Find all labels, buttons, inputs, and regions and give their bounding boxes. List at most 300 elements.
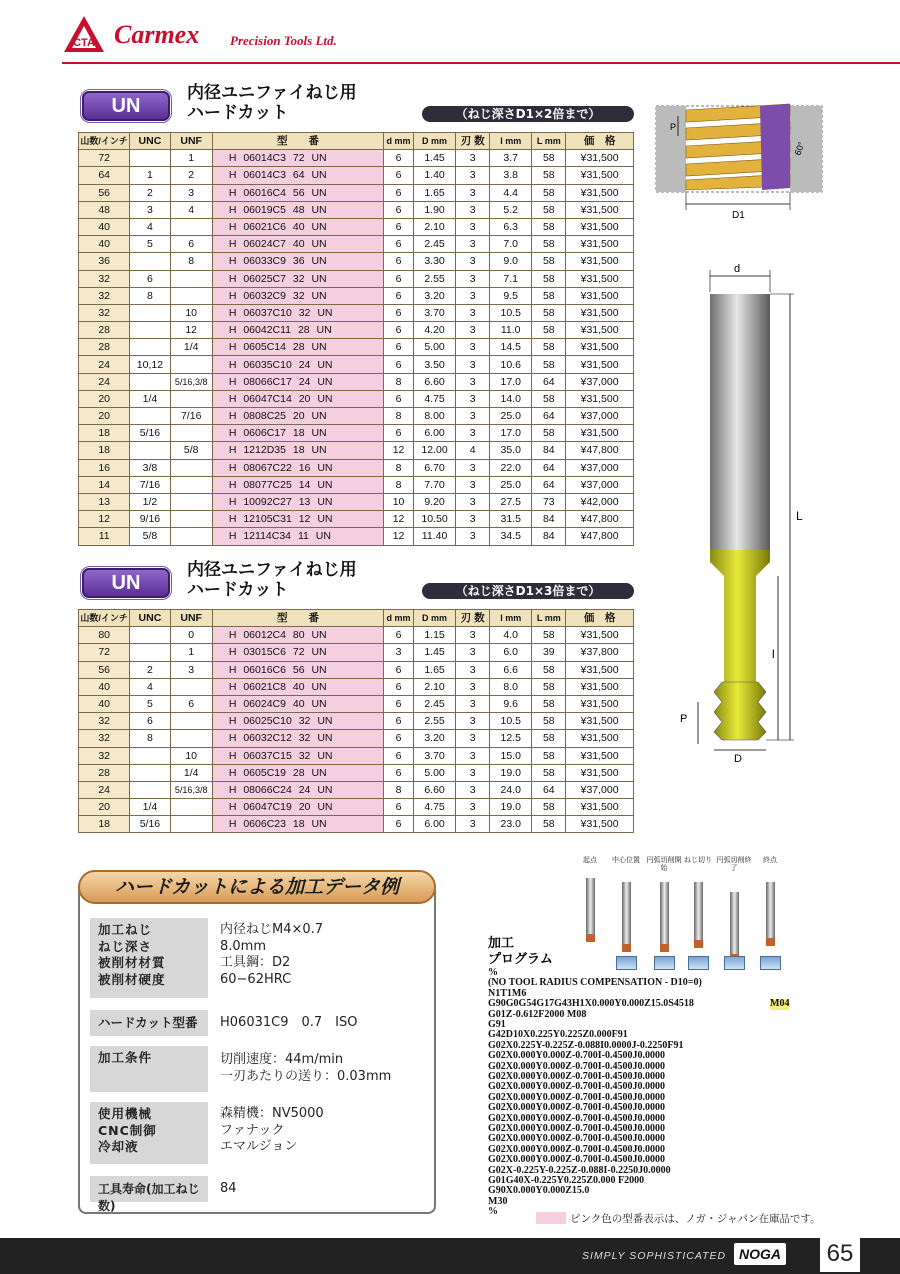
cell-cut-D: 10.50 xyxy=(413,511,455,528)
brand-subtitle: Precision Tools Ltd. xyxy=(230,33,337,48)
cell-tpi: 16 xyxy=(79,459,130,476)
cell-unc: 10,12 xyxy=(130,356,170,373)
cell-part-number: H 06035C10 24 UN xyxy=(212,356,383,373)
value-hardness: 60−62HRC xyxy=(220,971,292,987)
step-label: 中心位置 xyxy=(612,856,640,864)
cell-price: ¥31,500 xyxy=(566,218,634,235)
cell-flutes: 4 xyxy=(456,442,490,459)
table-row xyxy=(79,236,634,253)
carmex-logo xyxy=(62,14,106,54)
cell-tpi: 18 xyxy=(79,425,130,442)
cell-flutes: 3 xyxy=(456,236,490,253)
cell-flutes: 3 xyxy=(456,713,490,730)
table-row xyxy=(79,476,634,493)
cell-flutes: 3 xyxy=(456,695,490,712)
cell-length-L: 58 xyxy=(532,747,566,764)
cell-length-L: 58 xyxy=(532,730,566,747)
step-label: 円弧切削終了 xyxy=(716,856,752,872)
cell-length-l: 12.5 xyxy=(490,730,532,747)
cell-cut-D: 2.55 xyxy=(413,713,455,730)
label-thread: 加工ねじ xyxy=(98,922,153,937)
cell-length-L: 58 xyxy=(532,713,566,730)
cell-length-L: 58 xyxy=(532,764,566,781)
cell-shank-d: 6 xyxy=(384,150,414,167)
cell-length-L: 58 xyxy=(532,678,566,695)
cell-unf xyxy=(170,678,212,695)
gcode-line: G02X0.225Y-0.225Z-0.088I0.0000J-0.2250F91 xyxy=(488,1039,684,1051)
cell-cut-D: 8.00 xyxy=(413,408,455,425)
cell-flutes: 3 xyxy=(456,528,490,545)
cell-part-number: H 06012C4 80 UN xyxy=(212,627,383,644)
cell-length-l: 6.3 xyxy=(490,218,532,235)
row-values xyxy=(220,922,323,988)
cell-unc xyxy=(130,373,170,390)
cell-part-number: H 0606C17 18 UN xyxy=(212,425,383,442)
section1-badge: UN xyxy=(82,91,170,121)
gcode-line: G02X0.000Y0.000Z-0.700I-0.4500J0.0000 xyxy=(488,1081,665,1093)
program-label-1: 加工 xyxy=(488,936,515,951)
cell-cut-D: 1.65 xyxy=(413,661,455,678)
col-unc: UNC xyxy=(130,133,170,150)
cell-part-number: H 12105C31 12 UN xyxy=(212,511,383,528)
cell-shank-d: 8 xyxy=(384,781,414,798)
cell-price: ¥31,500 xyxy=(566,390,634,407)
cell-length-l: 14.0 xyxy=(490,390,532,407)
table-row xyxy=(79,730,634,747)
label-machine: 使用機械 xyxy=(98,1106,153,1121)
cell-unf xyxy=(170,459,212,476)
cell-length-l: 9.0 xyxy=(490,253,532,270)
value-toollife: 84 xyxy=(220,1181,237,1196)
cell-length-l: 5.2 xyxy=(490,201,532,218)
cell-flutes: 3 xyxy=(456,150,490,167)
cell-cut-D: 1.45 xyxy=(413,644,455,661)
cell-length-l: 3.7 xyxy=(490,150,532,167)
cell-tpi: 64 xyxy=(79,167,130,184)
cell-length-l: 34.5 xyxy=(490,528,532,545)
cell-shank-d: 8 xyxy=(384,476,414,493)
gcode-line: G42D10X0.225Y0.225Z0.000F91 xyxy=(488,1029,628,1041)
cell-part-number: H 0605C19 28 UN xyxy=(212,764,383,781)
cell-unc: 1/2 xyxy=(130,493,170,510)
cell-cut-D: 7.70 xyxy=(413,476,455,493)
cell-unf xyxy=(170,799,212,816)
gcode-line: G91 xyxy=(488,1019,506,1030)
cell-cut-D: 1.40 xyxy=(413,167,455,184)
cell-unf xyxy=(170,287,212,304)
cell-length-l: 8.0 xyxy=(490,678,532,695)
cell-unc: 7/16 xyxy=(130,476,170,493)
cell-price: ¥31,500 xyxy=(566,167,634,184)
cell-price: ¥31,500 xyxy=(566,678,634,695)
cell-price: ¥31,500 xyxy=(566,236,634,253)
cell-tpi: 80 xyxy=(79,627,130,644)
table-row xyxy=(79,661,634,678)
cell-flutes: 3 xyxy=(456,816,490,833)
cell-cut-D: 2.10 xyxy=(413,218,455,235)
cell-part-number: H 08066C17 24 UN xyxy=(212,373,383,390)
cell-cut-D: 2.55 xyxy=(413,270,455,287)
cell-part-number: H 03015C6 72 UN xyxy=(212,644,383,661)
gcode-line: G02X0.000Y0.000Z-0.700I-0.4500J0.0000 xyxy=(488,1091,665,1103)
cell-length-L: 58 xyxy=(532,339,566,356)
cell-shank-d: 8 xyxy=(384,408,414,425)
cell-shank-d: 6 xyxy=(384,287,414,304)
gcode-line: G02X0.000Y0.000Z-0.700I-0.4500J0.0000 xyxy=(488,1143,665,1155)
col-flutes: 刃 数 xyxy=(456,610,490,627)
cell-tpi: 48 xyxy=(79,201,130,218)
cell-length-L: 84 xyxy=(532,442,566,459)
cell-unc xyxy=(130,627,170,644)
cell-price: ¥47,800 xyxy=(566,528,634,545)
cell-length-l: 19.0 xyxy=(490,799,532,816)
cell-tpi: 32 xyxy=(79,747,130,764)
cell-flutes: 3 xyxy=(456,322,490,339)
cell-flutes: 3 xyxy=(456,253,490,270)
footer-slogan: SIMPLY SOPHISTICATED xyxy=(582,1250,727,1262)
step-tool-icon xyxy=(766,882,775,946)
section1-title-1: 内径ユニファイねじ用 xyxy=(187,83,357,103)
cell-unf xyxy=(170,476,212,493)
cell-shank-d: 6 xyxy=(384,799,414,816)
cell-length-l: 10.5 xyxy=(490,304,532,321)
cell-part-number: H 08067C22 16 UN xyxy=(212,459,383,476)
cell-shank-d: 6 xyxy=(384,167,414,184)
cell-tpi: 32 xyxy=(79,713,130,730)
cell-unc xyxy=(130,253,170,270)
example-row-partno xyxy=(90,1010,430,1036)
row-values xyxy=(220,1106,324,1156)
value-partno: H06031C9 0.7 ISO xyxy=(220,1015,358,1030)
cell-shank-d: 6 xyxy=(384,425,414,442)
cell-tpi: 32 xyxy=(79,304,130,321)
section2-title-2: ハードカット xyxy=(187,580,289,600)
cell-unf: 2 xyxy=(170,167,212,184)
cell-part-number: H 06025C10 32 UN xyxy=(212,713,383,730)
cell-shank-d: 6 xyxy=(384,201,414,218)
cell-length-l: 7.1 xyxy=(490,270,532,287)
table-row xyxy=(79,167,634,184)
cell-length-L: 58 xyxy=(532,236,566,253)
cell-unf: 7/16 xyxy=(170,408,212,425)
tool-dimension-diagram xyxy=(670,262,810,782)
cell-part-number: H 06024C7 40 UN xyxy=(212,236,383,253)
step-workpiece-icon xyxy=(760,956,781,970)
cell-length-l: 14.5 xyxy=(490,339,532,356)
cell-flutes: 3 xyxy=(456,373,490,390)
cell-unc: 5/16 xyxy=(130,425,170,442)
cell-unc xyxy=(130,408,170,425)
cell-length-L: 58 xyxy=(532,322,566,339)
cell-tpi: 36 xyxy=(79,253,130,270)
cell-length-L: 58 xyxy=(532,356,566,373)
cell-price: ¥31,500 xyxy=(566,253,634,270)
cell-tpi: 20 xyxy=(79,799,130,816)
section1-depth-note: （ねじ深さD1×2倍まで） xyxy=(422,106,634,122)
cell-price: ¥31,500 xyxy=(566,627,634,644)
cell-length-L: 58 xyxy=(532,799,566,816)
cell-cut-D: 2.45 xyxy=(413,236,455,253)
cell-flutes: 3 xyxy=(456,678,490,695)
gcode-line: (NO TOOL RADIUS COMPENSATION - D10=0) xyxy=(488,977,702,989)
cell-unf xyxy=(170,270,212,287)
cell-shank-d: 6 xyxy=(384,661,414,678)
cell-flutes: 3 xyxy=(456,747,490,764)
gcode-line: M04 xyxy=(770,998,790,1010)
cell-unf xyxy=(170,493,212,510)
cell-shank-d: 6 xyxy=(384,270,414,287)
cell-flutes: 3 xyxy=(456,730,490,747)
cell-cut-D: 1.65 xyxy=(413,184,455,201)
cell-length-L: 64 xyxy=(532,476,566,493)
cell-length-L: 84 xyxy=(532,511,566,528)
col-unc: UNC xyxy=(130,610,170,627)
cell-tpi: 40 xyxy=(79,218,130,235)
table-row xyxy=(79,322,634,339)
cell-unc: 3 xyxy=(130,201,170,218)
cell-length-l: 19.0 xyxy=(490,764,532,781)
cell-price: ¥37,000 xyxy=(566,781,634,798)
cell-tpi: 72 xyxy=(79,644,130,661)
gcode-line: N1T1M6 xyxy=(488,987,527,999)
cell-unf: 5/16,3/8 xyxy=(170,373,212,390)
cell-unc xyxy=(130,442,170,459)
example-row-toollife xyxy=(90,1176,430,1213)
gcode-line: % xyxy=(488,1206,498,1218)
value-coolant: エマルジョン xyxy=(220,1139,298,1154)
col-D: D mm xyxy=(413,610,455,627)
cell-shank-d: 12 xyxy=(384,442,414,459)
cell-part-number: H 06025C7 32 UN xyxy=(212,270,383,287)
cell-price: ¥31,500 xyxy=(566,184,634,201)
cell-part-number: H 06016C6 56 UN xyxy=(212,661,383,678)
cell-cut-D: 3.30 xyxy=(413,253,455,270)
table-row xyxy=(79,390,634,407)
cell-price: ¥31,500 xyxy=(566,150,634,167)
cell-shank-d: 6 xyxy=(384,390,414,407)
label-depth: ねじ深さ xyxy=(98,938,153,954)
thread-profile-diagram xyxy=(650,100,830,230)
noga-logo xyxy=(734,1243,786,1265)
cell-part-number: H 06047C19 20 UN xyxy=(212,799,383,816)
col-tpi: 山数/インチ xyxy=(79,610,130,627)
cell-shank-d: 8 xyxy=(384,373,414,390)
step-workpiece-icon xyxy=(688,956,709,970)
cell-tpi: 40 xyxy=(79,678,130,695)
cell-cut-D: 2.10 xyxy=(413,678,455,695)
cell-cut-D: 4.20 xyxy=(413,322,455,339)
cell-part-number: H 06021C8 40 UN xyxy=(212,678,383,695)
cell-flutes: 3 xyxy=(456,390,490,407)
cell-unf xyxy=(170,425,212,442)
cell-tpi: 11 xyxy=(79,528,130,545)
col-tpi: 山数/インチ xyxy=(79,133,130,150)
col-part: 型 番 xyxy=(212,610,383,627)
cell-tpi: 18 xyxy=(79,442,130,459)
D-label: D xyxy=(734,753,742,765)
cell-cut-D: 1.90 xyxy=(413,201,455,218)
cell-length-L: 84 xyxy=(532,528,566,545)
cell-part-number: H 06019C5 48 UN xyxy=(212,201,383,218)
gcode-line: % xyxy=(488,967,498,978)
page-number: 65 xyxy=(820,1236,860,1272)
cell-price: ¥31,500 xyxy=(566,747,634,764)
col-flutes: 刃 数 xyxy=(456,133,490,150)
gcode-line: G02X0.000Y0.000Z-0.700I-0.4500J0.0000 xyxy=(488,1154,665,1166)
cell-price: ¥31,500 xyxy=(566,425,634,442)
cell-unc: 1/4 xyxy=(130,799,170,816)
cell-length-l: 25.0 xyxy=(490,476,532,493)
noga-logo-text: NOGA xyxy=(739,1246,781,1262)
cell-length-l: 9.5 xyxy=(490,287,532,304)
cell-length-l: 15.0 xyxy=(490,747,532,764)
cell-price: ¥31,500 xyxy=(566,356,634,373)
gcode-line: M30 xyxy=(488,1195,508,1207)
cell-part-number: H 06037C10 32 UN xyxy=(212,304,383,321)
cell-length-l: 10.6 xyxy=(490,356,532,373)
cell-cut-D: 12.00 xyxy=(413,442,455,459)
col-price: 価 格 xyxy=(566,133,634,150)
cell-shank-d: 6 xyxy=(384,816,414,833)
cell-tpi: 20 xyxy=(79,390,130,407)
section2-badge: UN xyxy=(82,568,170,598)
cell-shank-d: 6 xyxy=(384,339,414,356)
cell-unf: 12 xyxy=(170,322,212,339)
cell-part-number: H 0606C23 18 UN xyxy=(212,816,383,833)
cell-flutes: 3 xyxy=(456,270,490,287)
cell-part-number: H 06042C11 28 UN xyxy=(212,322,383,339)
cell-unc: 5/16 xyxy=(130,816,170,833)
value-depth: 8.0mm xyxy=(220,938,267,954)
example-row-machine xyxy=(90,1102,430,1164)
cell-length-l: 9.6 xyxy=(490,695,532,712)
cell-length-l: 4.4 xyxy=(490,184,532,201)
table-row xyxy=(79,408,634,425)
cell-part-number: H 1212D35 18 UN xyxy=(212,442,383,459)
cell-cut-D: 6.00 xyxy=(413,816,455,833)
cell-unc: 1/4 xyxy=(130,390,170,407)
cell-length-l: 35.0 xyxy=(490,442,532,459)
cell-flutes: 3 xyxy=(456,799,490,816)
cell-shank-d: 6 xyxy=(384,322,414,339)
cell-tpi: 24 xyxy=(79,373,130,390)
example-row-conditions xyxy=(90,1046,430,1092)
cell-length-L: 58 xyxy=(532,253,566,270)
cell-tpi: 24 xyxy=(79,781,130,798)
cell-shank-d: 6 xyxy=(384,184,414,201)
cell-unf: 3 xyxy=(170,184,212,201)
cell-tpi: 24 xyxy=(79,356,130,373)
table-row xyxy=(79,425,634,442)
cell-price: ¥31,500 xyxy=(566,201,634,218)
cell-tpi: 13 xyxy=(79,493,130,510)
cell-unf: 1/4 xyxy=(170,764,212,781)
cell-length-L: 58 xyxy=(532,695,566,712)
cell-part-number: H 06024C9 40 UN xyxy=(212,695,383,712)
spec-table-1 xyxy=(78,132,634,546)
value-cnc: ファナック xyxy=(220,1122,285,1138)
cell-shank-d: 6 xyxy=(384,236,414,253)
cell-part-number: H 10092C27 13 UN xyxy=(212,493,383,510)
cell-flutes: 3 xyxy=(456,493,490,510)
cell-shank-d: 3 xyxy=(384,644,414,661)
cell-shank-d: 6 xyxy=(384,678,414,695)
cell-part-number: H 06032C12 32 UN xyxy=(212,730,383,747)
cell-flutes: 3 xyxy=(456,218,490,235)
table-row xyxy=(79,270,634,287)
cell-price: ¥31,500 xyxy=(566,270,634,287)
cell-price: ¥31,500 xyxy=(566,764,634,781)
cell-price: ¥31,500 xyxy=(566,287,634,304)
cell-price: ¥37,000 xyxy=(566,373,634,390)
label-material: 被削材材質 xyxy=(98,955,166,970)
gcode-line: G01Z-0.612F2000 M08 xyxy=(488,1008,587,1020)
cell-unc: 6 xyxy=(130,270,170,287)
cell-flutes: 3 xyxy=(456,304,490,321)
program-steps xyxy=(568,856,798,976)
cell-cut-D: 9.20 xyxy=(413,493,455,510)
cell-length-L: 58 xyxy=(532,390,566,407)
cell-unf: 1 xyxy=(170,644,212,661)
header-rule xyxy=(62,62,900,64)
gcode-line: G90X0.000Y0.000Z15.0 xyxy=(488,1185,590,1197)
table-row xyxy=(79,150,634,167)
row-labels xyxy=(90,918,208,998)
program-label-2: プログラム xyxy=(488,952,553,967)
cell-part-number: H 06032C9 32 UN xyxy=(212,287,383,304)
cell-price: ¥47,800 xyxy=(566,511,634,528)
label-hardness: 被削材硬度 xyxy=(98,971,166,987)
cell-part-number: H 06047C14 20 UN xyxy=(212,390,383,407)
cell-shank-d: 6 xyxy=(384,695,414,712)
cell-cut-D: 3.20 xyxy=(413,287,455,304)
d-label: d xyxy=(734,263,741,275)
section1-title-2: ハードカット xyxy=(187,103,289,123)
cell-unc: 6 xyxy=(130,713,170,730)
cell-length-l: 25.0 xyxy=(490,408,532,425)
cell-length-L: 64 xyxy=(532,781,566,798)
cell-unc: 4 xyxy=(130,678,170,695)
step-tool-icon xyxy=(622,882,631,952)
cell-shank-d: 6 xyxy=(384,764,414,781)
cell-price: ¥31,500 xyxy=(566,304,634,321)
label-conditions: 加工条件 xyxy=(98,1050,153,1065)
col-unf: UNF xyxy=(170,133,212,150)
cell-cut-D: 5.00 xyxy=(413,339,455,356)
cell-cut-D: 3.50 xyxy=(413,356,455,373)
cell-length-L: 64 xyxy=(532,408,566,425)
table-row xyxy=(79,253,634,270)
brand-name: Carmex xyxy=(114,20,200,49)
spec-table-2 xyxy=(78,609,634,833)
cell-cut-D: 6.70 xyxy=(413,459,455,476)
angle-label: 60° xyxy=(792,140,807,157)
table-row xyxy=(79,459,634,476)
col-part: 型 番 xyxy=(212,133,383,150)
gcode-line: G02X0.000Y0.000Z-0.700I-0.4500J0.0000 xyxy=(488,1112,665,1124)
cell-cut-D: 1.45 xyxy=(413,150,455,167)
cell-flutes: 3 xyxy=(456,781,490,798)
cell-unc xyxy=(130,747,170,764)
table-row xyxy=(79,184,634,201)
cell-length-L: 58 xyxy=(532,304,566,321)
cell-flutes: 3 xyxy=(456,459,490,476)
cell-cut-D: 1.15 xyxy=(413,627,455,644)
cell-part-number: H 0808C25 20 UN xyxy=(212,408,383,425)
row-values xyxy=(220,1052,391,1085)
table-row xyxy=(79,678,634,695)
cell-shank-d: 6 xyxy=(384,747,414,764)
